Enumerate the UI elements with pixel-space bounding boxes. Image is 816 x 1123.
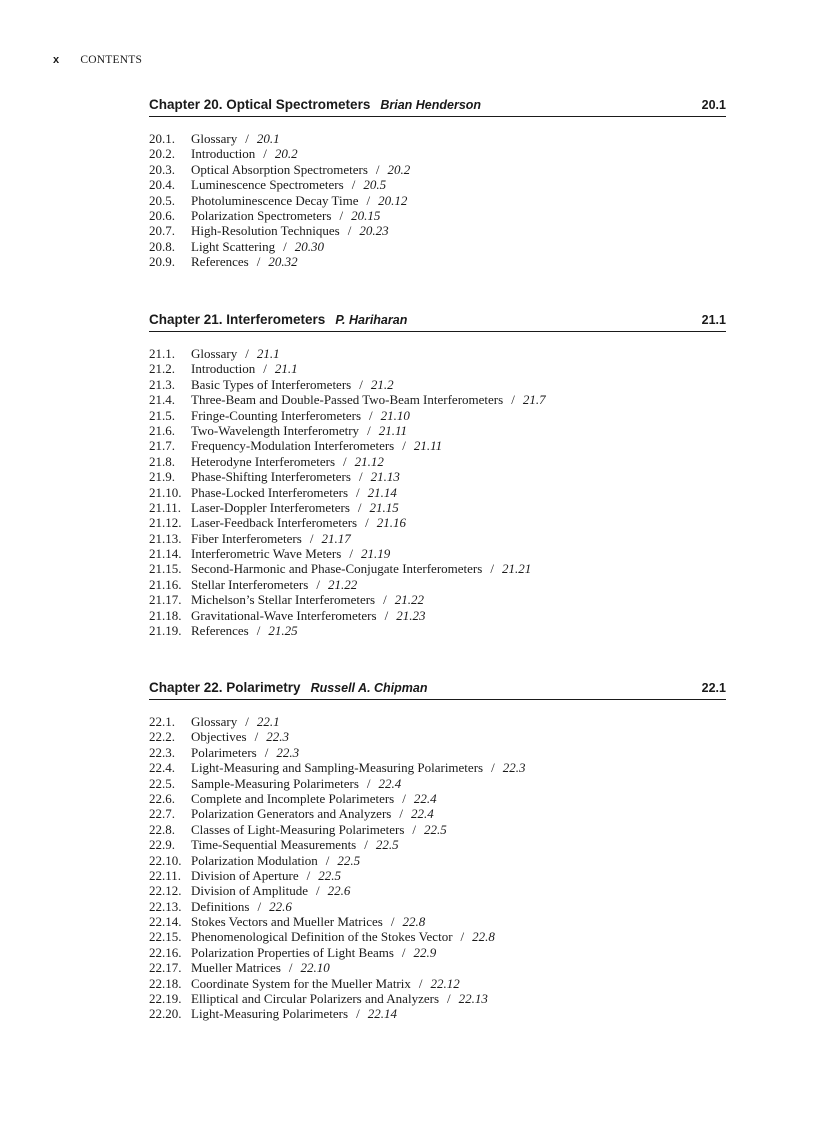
toc-entry [149, 776, 726, 791]
section-title: Phenomenological Definition of the Stokes Vector [191, 929, 453, 945]
section-page: 22.3 [276, 744, 300, 760]
section-title: Division of Aperture [191, 867, 299, 883]
section-number: 21.10. [149, 484, 182, 500]
section-page: 22.4 [410, 806, 434, 822]
section-page: 22.1 [256, 714, 280, 729]
separator: / [369, 407, 373, 423]
section-number: 21.17. [149, 592, 182, 608]
section-title: Fiber Interferometers [191, 530, 302, 546]
section-number: 21.7. [149, 438, 175, 454]
section-list [149, 346, 726, 638]
separator: / [356, 484, 360, 500]
section-page: 22.5 [318, 867, 341, 883]
section-number: 20.1. [149, 131, 175, 146]
section-title: Time-Sequential Measurements [191, 837, 357, 853]
section-title: Elliptical and Circular Polarizers and Analyzers [191, 991, 439, 1007]
section-number: 21.15. [149, 561, 182, 577]
separator: / [245, 346, 249, 361]
section-title: Luminescence Spectrometers [191, 177, 344, 193]
section-title: Glossary [191, 714, 238, 729]
section-page: 21.21 [501, 561, 532, 577]
section-number: 20.6. [149, 207, 175, 223]
section-title: Polarimeters [191, 744, 257, 760]
toc-entry [149, 837, 726, 852]
toc-entry [149, 408, 726, 423]
section-page: 22.12 [430, 975, 460, 991]
section-number: 22.18. [149, 975, 182, 991]
toc-entry [149, 868, 726, 883]
section-number: 22.8. [149, 821, 175, 837]
separator: / [256, 623, 261, 639]
chapter-21 [149, 312, 726, 638]
section-title: Basic Types of Interferometers [191, 376, 352, 392]
separator: / [511, 392, 515, 408]
section-page: 22.13 [458, 991, 488, 1007]
toc-entry [149, 806, 726, 821]
section-number: 22.17. [149, 960, 182, 976]
toc-entry [149, 500, 726, 515]
toc-entry [149, 177, 726, 192]
separator: / [309, 530, 314, 546]
section-number: 22.1. [149, 714, 175, 729]
section-number: 20.9. [149, 254, 175, 270]
section-title: Stokes Vectors and Mueller Matrices [191, 914, 383, 930]
toc-entry [149, 454, 726, 469]
toc-entry [149, 561, 726, 576]
section-page: 20.12 [378, 192, 408, 208]
section-list [149, 131, 726, 270]
separator: / [390, 914, 395, 930]
section-number: 21.9. [149, 469, 175, 485]
section-number: 21.8. [149, 453, 175, 469]
separator: / [491, 760, 495, 776]
section-title: Photoluminescence Decay Time [191, 192, 359, 208]
separator: / [288, 960, 293, 976]
section-number: 21.12. [149, 515, 182, 531]
running-head [53, 54, 142, 66]
toc-entry [149, 485, 726, 500]
toc-entry [149, 239, 726, 254]
separator: / [263, 146, 267, 162]
section-number: 22.14. [149, 914, 182, 930]
separator: / [351, 177, 356, 193]
section-page: 22.6 [327, 883, 351, 899]
separator: / [384, 607, 389, 623]
toc-entry [149, 346, 726, 361]
separator: / [358, 469, 363, 485]
separator: / [263, 361, 267, 377]
section-title: Phase-Locked Interferometers [191, 484, 349, 500]
separator: / [254, 729, 259, 745]
section-title: Classes of Light-Measuring Polarimeters [191, 821, 405, 837]
toc-entry [149, 883, 726, 898]
section-title: Polarization Properties of Light Beams [191, 944, 394, 960]
chapter-page: 21.1 [701, 313, 726, 327]
section-page: 21.11 [413, 438, 443, 454]
separator: / [357, 499, 362, 515]
separator: / [339, 207, 344, 223]
toc-entry [149, 146, 726, 161]
section-title: Glossary [191, 346, 238, 361]
chapter-heading [149, 680, 726, 700]
section-page: 22.8 [472, 929, 495, 945]
section-number: 20.2. [149, 146, 175, 162]
separator: / [245, 714, 249, 729]
section-title: Definitions [191, 898, 250, 914]
section-title: Two-Wavelength Interferometry [191, 422, 360, 438]
section-title: Gravitational-Wave Interferometers [191, 607, 377, 623]
separator: / [418, 975, 423, 991]
separator: / [401, 944, 406, 960]
section-title: Introduction [191, 146, 256, 162]
section-title: High-Resolution Techniques [191, 223, 340, 239]
section-number: 21.11. [149, 499, 182, 515]
section-title: Optical Absorption Spectrometers [191, 161, 368, 177]
chapter-page: 20.1 [701, 98, 726, 112]
separator: / [367, 422, 371, 438]
separator: / [447, 991, 451, 1007]
separator: / [383, 592, 387, 608]
section-number: 20.5. [149, 192, 175, 208]
section-page: 22.5 [337, 852, 361, 868]
section-number: 21.18. [149, 607, 182, 623]
section-title: Interferometric Wave Meters [191, 546, 342, 562]
toc-entry [149, 760, 726, 775]
section-number: 22.9. [149, 837, 175, 853]
section-page: 21.23 [396, 607, 426, 623]
section-number: 22.20. [149, 1006, 182, 1022]
section-title: Polarization Modulation [191, 852, 318, 868]
section-page: 22.3 [502, 760, 526, 776]
section-page: 20.32 [268, 254, 298, 270]
separator: / [257, 898, 262, 914]
section-page: 20.1 [256, 131, 280, 146]
section-page: 22.14 [367, 1006, 397, 1022]
section-title: Laser-Doppler Interferometers [191, 499, 350, 515]
toc-entry [149, 791, 726, 806]
separator: / [365, 515, 369, 531]
section-title: Polarization Generators and Analyzers [191, 806, 392, 822]
section-number: 21.6. [149, 422, 175, 438]
running-head-title: CONTENTS [80, 54, 143, 66]
section-page: 20.15 [351, 207, 381, 223]
section-page: 21.1 [274, 361, 298, 377]
chapter-page: 22.1 [701, 681, 726, 695]
toc-entry [149, 131, 726, 146]
section-page: 21.1 [256, 346, 280, 361]
separator: / [402, 438, 406, 454]
section-page: 22.8 [402, 914, 426, 930]
section-title: Mueller Matrices [191, 960, 281, 976]
toc-entry [149, 361, 726, 376]
separator: / [325, 852, 330, 868]
section-title: Objectives [191, 729, 247, 745]
separator: / [283, 238, 287, 254]
chapter-author: Brian Henderson [380, 98, 482, 112]
section-page: 22.5 [375, 837, 399, 853]
section-page: 21.10 [380, 407, 410, 423]
section-title: Michelson’s Stellar Interferometers [191, 592, 376, 608]
toc-entry [149, 162, 726, 177]
section-number: 22.10. [149, 852, 182, 868]
toc-entry [149, 392, 726, 407]
section-page: 21.13 [370, 469, 400, 485]
section-page: 22.4 [413, 790, 437, 806]
page-folio: x [53, 54, 60, 66]
separator: / [460, 929, 465, 945]
section-title: Light Scattering [191, 238, 276, 254]
chapter-title-group [149, 97, 481, 112]
toc-entry [149, 1006, 726, 1021]
section-number: 22.13. [149, 898, 182, 914]
separator: / [364, 837, 368, 853]
toc-entry [149, 960, 726, 975]
section-page: 22.10 [300, 960, 330, 976]
separator: / [356, 1006, 360, 1022]
toc-entry [149, 577, 726, 592]
section-page: 21.16 [376, 515, 406, 531]
section-number: 21.2. [149, 361, 175, 377]
separator: / [256, 254, 261, 270]
section-title: Stellar Interferometers [191, 576, 309, 592]
toc-entry [149, 531, 726, 546]
separator: / [402, 790, 406, 806]
toc-entry [149, 914, 726, 929]
toc-entry [149, 853, 726, 868]
section-page: 22.5 [424, 821, 447, 837]
toc-entry [149, 223, 726, 238]
section-page: 21.2 [370, 376, 394, 392]
toc-entry [149, 438, 726, 453]
section-number: 22.3. [149, 744, 175, 760]
chapter-author: Russell A. Chipman [310, 681, 428, 695]
separator: / [366, 192, 371, 208]
section-number: 21.19. [149, 623, 182, 639]
separator: / [343, 453, 347, 469]
section-title: Phase-Shifting Interferometers [191, 469, 351, 485]
toc-entry [149, 254, 726, 269]
section-number: 21.5. [149, 407, 175, 423]
section-title: Laser-Feedback Interferometers [191, 515, 358, 531]
section-title: References [191, 623, 249, 639]
section-number: 22.4. [149, 760, 175, 776]
section-number: 22.11. [149, 867, 182, 883]
section-title: Light-Measuring and Sampling-Measuring Polarimeters [191, 760, 484, 776]
chapter-author: P. Hariharan [335, 313, 408, 327]
section-title: Coordinate System for the Mueller Matrix [191, 975, 411, 991]
toc-entry [149, 745, 726, 760]
toc-entry [149, 592, 726, 607]
section-page: 20.2 [274, 146, 298, 162]
chapter-title: Chapter 20. Optical Spectrometers [149, 97, 371, 112]
separator: / [347, 223, 352, 239]
chapter-title: Chapter 22. Polarimetry [149, 680, 301, 695]
section-page: 21.17 [321, 530, 351, 546]
separator: / [412, 821, 417, 837]
section-page: 21.12 [354, 453, 384, 469]
separator: / [245, 131, 249, 146]
section-number: 22.2. [149, 729, 175, 745]
section-page: 21.22 [394, 592, 424, 608]
separator: / [316, 576, 320, 592]
separator: / [399, 806, 403, 822]
separator: / [306, 867, 311, 883]
separator: / [316, 883, 320, 899]
section-page: 21.15 [369, 499, 399, 515]
separator: / [366, 775, 371, 791]
section-title: Heterodyne Interferometers [191, 453, 336, 469]
section-title: Polarization Spectrometers [191, 207, 332, 223]
chapter-heading [149, 97, 726, 117]
section-list [149, 714, 726, 1022]
section-title: Three-Beam and Double-Passed Two-Beam Interferometers [191, 392, 504, 408]
section-number: 20.7. [149, 223, 175, 239]
chapter-22 [149, 680, 726, 1022]
toc-entry [149, 193, 726, 208]
toc-entry [149, 822, 726, 837]
section-title: Fringe-Counting Interferometers [191, 407, 362, 423]
toc-entry [149, 208, 726, 223]
section-number: 22.7. [149, 806, 175, 822]
toc-entry [149, 991, 726, 1006]
separator: / [490, 561, 494, 577]
section-page: 20.2 [387, 161, 411, 177]
chapter-title-group [149, 312, 407, 327]
section-number: 22.6. [149, 790, 175, 806]
toc-entry [149, 976, 726, 991]
toc-entry [149, 608, 726, 623]
separator: / [375, 161, 380, 177]
section-page: 21.14 [367, 484, 397, 500]
section-number: 20.4. [149, 177, 175, 193]
section-page: 22.6 [269, 898, 292, 914]
section-page: 21.22 [327, 576, 358, 592]
section-number: 22.16. [149, 944, 182, 960]
toc-entry [149, 377, 726, 392]
section-title: Sample-Measuring Polarimeters [191, 775, 359, 791]
section-page: 20.30 [294, 238, 324, 254]
toc-entry [149, 546, 726, 561]
section-page: 20.5 [363, 177, 387, 193]
section-number: 22.15. [149, 929, 182, 945]
section-number: 22.19. [149, 991, 182, 1007]
toc-entry [149, 515, 726, 530]
chapter-heading [149, 312, 726, 332]
section-title: Frequency-Modulation Interferometers [191, 438, 395, 454]
section-page: 21.11 [378, 422, 407, 438]
section-number: 20.3. [149, 161, 175, 177]
section-title: Light-Measuring Polarimeters [191, 1006, 349, 1022]
section-title: References [191, 254, 249, 270]
section-title: Glossary [191, 131, 238, 146]
separator: / [359, 376, 363, 392]
section-number: 22.12. [149, 883, 182, 899]
section-title: Division of Amplitude [191, 883, 308, 899]
section-number: 21.1. [149, 346, 175, 361]
section-page: 22.4 [378, 775, 402, 791]
toc-entry [149, 929, 726, 944]
section-page: 21.7 [522, 392, 546, 408]
section-number: 21.13. [149, 530, 182, 546]
section-page: 21.25 [268, 623, 298, 639]
section-number: 22.5. [149, 775, 175, 791]
section-number: 20.8. [149, 238, 175, 254]
toc-entry [149, 623, 726, 638]
section-number: 21.14. [149, 546, 182, 562]
section-number: 21.4. [149, 392, 175, 408]
toc-entry [149, 945, 726, 960]
toc-entry [149, 899, 726, 914]
toc-entry [149, 423, 726, 438]
section-title: Second-Harmonic and Phase-Conjugate Interferometers [191, 561, 483, 577]
section-number: 21.3. [149, 376, 175, 392]
section-page: 21.19 [360, 546, 391, 562]
section-page: 22.9 [413, 944, 437, 960]
chapter-20 [149, 97, 726, 270]
toc-entry [149, 469, 726, 484]
section-page: 20.23 [359, 223, 389, 239]
section-title: Introduction [191, 361, 256, 377]
chapter-title: Chapter 21. Interferometers [149, 312, 326, 327]
chapter-title-group [149, 680, 427, 695]
separator: / [264, 744, 269, 760]
section-page: 22.3 [266, 729, 289, 745]
separator: / [349, 546, 353, 562]
section-title: Complete and Incomplete Polarimeters [191, 790, 395, 806]
toc-entry [149, 714, 726, 729]
toc-entry [149, 729, 726, 744]
section-number: 21.16. [149, 576, 182, 592]
